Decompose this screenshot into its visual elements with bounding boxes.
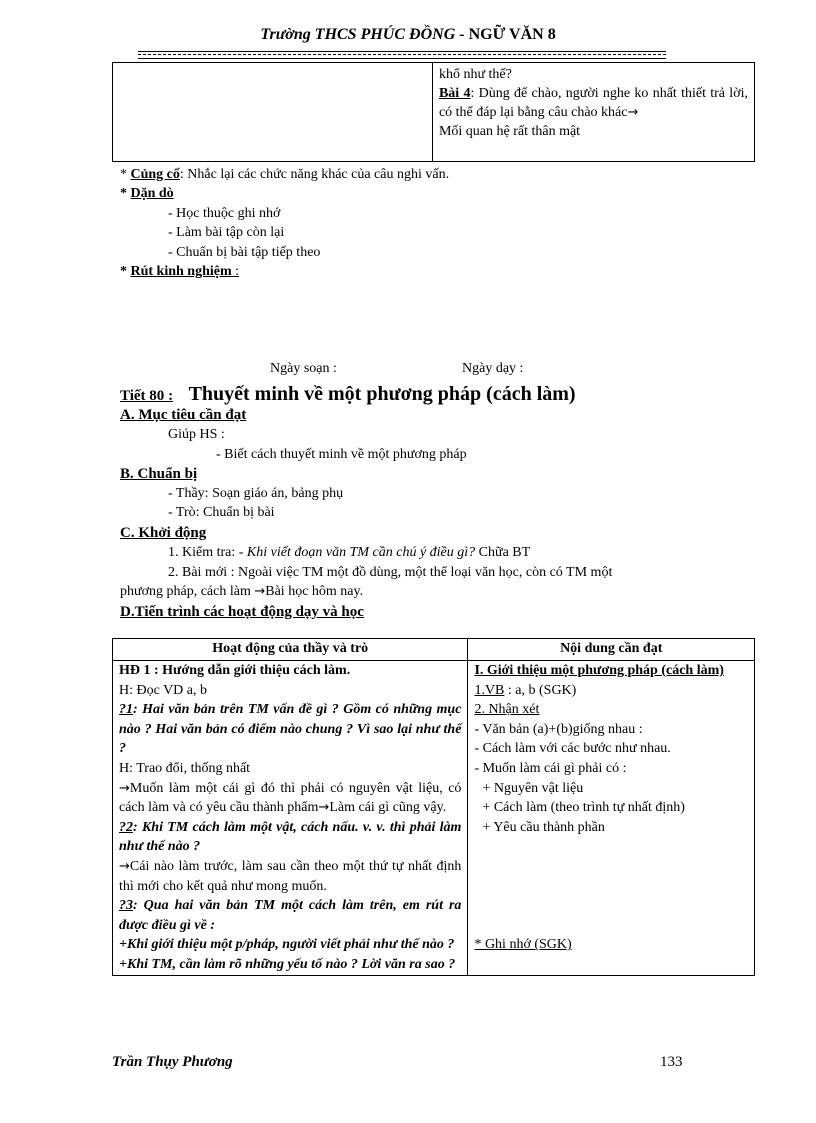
bullet-star: * [120, 186, 131, 201]
section-b-heading: B. Chuẩn bị [120, 466, 198, 482]
section-d-heading: D.Tiến trình các hoạt động dạy và học [120, 604, 364, 620]
content-subitem: + Yêu cầu thành phần [482, 819, 605, 835]
answer-2 [119, 857, 461, 896]
c2-pre: phương pháp, cách làm [120, 584, 255, 599]
ngay-day: Ngày dạy : [462, 361, 524, 376]
answer-1 [119, 779, 461, 818]
bai4-label: Bài 4 [438, 86, 471, 101]
bullet-star: * [120, 264, 131, 279]
q3-text: : Qua hai văn bản TM một cách làm trên, em rút ra được điều gì về : [119, 898, 462, 933]
a1-text-1: Muốn làm một cái gì đó thì phải có nguyên vật liệu, có cách làm và có yêu cầu thành phẩm [119, 780, 462, 816]
section-a-heading: A. Mục tiêu cần đạt [120, 407, 247, 423]
section-a-item: - Biết cách thuyết minh về một phương pháp [216, 447, 467, 462]
h-doc: H: Đọc VD a, b [119, 682, 208, 698]
dan-do-item-2: - Làm bài tập còn lại [168, 225, 285, 240]
bai4-text: : Dùng để chào, người nghe ko nhất thiết trả lời, có thể đáp lại bằng câu chào khác [438, 86, 748, 120]
continued-table-left-cell [113, 63, 433, 162]
dan-do-item-3: - Chuẩn bị bài tập tiếp theo [168, 245, 321, 260]
h-trao-doi: H: Trao đổi, thống nhất [119, 760, 251, 776]
content-item: - Cách làm với các bước như nhau. [474, 741, 671, 757]
header-subject: NGỮ VĂN 8 [468, 26, 556, 43]
header-rule [138, 51, 666, 59]
column-header-activities: Hoạt động của thầy và trò [113, 639, 468, 661]
arrow-icon: → [119, 780, 130, 796]
activity-table [112, 638, 755, 976]
a2-text: Cái nào làm trước, làm sau cần theo một thứ tự nhất định thì mới cho kết quả như mong muốn. [119, 858, 462, 894]
q2-text: : Khi TM cách làm một vật, cách nấu. v. v. thì phải làm như thế nào ? [119, 819, 462, 855]
cung-co-line [120, 165, 449, 185]
c1-pre: 1. Kiểm tra: [168, 545, 239, 560]
content-subitem: + Cách làm (theo trình tự nhất định) [482, 800, 685, 816]
page-number: 133 [660, 1054, 683, 1070]
dan-do-label: Dặn dò [130, 186, 174, 201]
content-spacer [474, 837, 748, 935]
vb-line [474, 681, 748, 701]
arrow-icon: → [119, 858, 130, 874]
cont-line-3: Mối quan hệ rất thân mật [438, 124, 581, 139]
arrow-icon: → [254, 584, 266, 599]
q3-label: ?3 [119, 898, 133, 914]
section-c-item-2-cont [120, 582, 363, 602]
c2-post: Bài học hôm nay. [265, 584, 364, 599]
question-3b: +Khi TM, cần làm rõ những yếu tố nào ? Lời văn ra sao ? [119, 956, 456, 972]
continued-table [112, 62, 755, 162]
section-c-item-1 [168, 543, 530, 563]
tiet-colon: : [164, 388, 174, 404]
content-item: - Văn bản (a)+(b)giống nhau : [474, 721, 643, 737]
rut-kinh-nghiem-label: Rút kinh nghiệm [130, 264, 232, 279]
header-school: Trường THCS PHÚC ĐỒNG - [260, 26, 469, 43]
arrow-icon: → [318, 800, 330, 816]
question-3a: +Khi giới thiệu một p/pháp, người viết phải như thế nào ? [119, 937, 455, 953]
cung-co-label: Củng cố [130, 167, 180, 182]
cung-co-text: : Nhắc lại các chức năng khác của câu nghi vấn. [179, 167, 450, 182]
dan-do-line [120, 184, 174, 204]
q2-label: ?2 [119, 819, 133, 835]
nhan-xet-label: 2. Nhận xét [474, 702, 540, 718]
dan-do-item-1: - Học thuộc ghi nhớ [168, 206, 281, 221]
rut-kinh-nghiem-line [120, 262, 239, 282]
content-item: - Muốn làm cái gì phải có : [474, 760, 627, 776]
a1-text-2: Làm cái gì cũng vậy. [329, 800, 447, 816]
content-cell [468, 661, 755, 976]
activities-cell [113, 661, 468, 976]
c1-post: Chữa BT [475, 545, 531, 560]
rut-colon: : [231, 264, 240, 279]
question-3 [119, 896, 461, 935]
tiet-label: Tiết 80 [120, 388, 165, 404]
content-section-1: I. Giới thiệu một phương pháp (cách làm) [474, 663, 724, 678]
question-1 [119, 700, 461, 759]
footer-author: Trần Thụy Phương [112, 1054, 233, 1070]
vb-label: 1.VB [474, 682, 505, 698]
section-c-item-2: 2. Bài mới : Ngoài việc TM một đồ dùng, một thể loại văn học, còn có TM một [168, 565, 613, 580]
question-2 [119, 818, 461, 857]
ghi-nho: * Ghi nhớ (SGK) [474, 937, 572, 953]
lesson-title: Thuyết minh về một phương pháp (cách làm) [188, 383, 576, 405]
ngay-soan: Ngày soạn : [270, 361, 337, 376]
arrow-icon: → [627, 105, 639, 120]
section-b-item-2: - Trò: Chuẩn bị bài [168, 505, 275, 520]
column-header-content: Nội dung cần đạt [468, 639, 755, 661]
q1-text: : Hai văn bản trên TM vấn đề gì ? Gồm có những mục nào ? Hai văn bản có điểm nào chung ? Vì sao lại như thế ? [119, 702, 462, 757]
hd1-heading: HĐ 1 : Hướng dẫn giới thiệu cách làm. [119, 663, 351, 678]
section-c-heading: C. Khởi động [120, 525, 207, 541]
c1-question: - Khi viết đoạn văn TM cần chú ý điều gì? [238, 545, 476, 560]
section-b-item-1: - Thầy: Soạn giáo án, bảng phụ [168, 486, 344, 501]
bullet-star: * [120, 167, 131, 182]
vb-text: : a, b (SGK) [504, 682, 577, 698]
page-header [0, 26, 816, 44]
q1-label: ?1 [119, 702, 133, 718]
header-rule-inner [138, 54, 666, 55]
section-a-giup: Giúp HS : [168, 427, 225, 442]
cont-line-1: khổ như thế? [438, 67, 512, 82]
continued-table-right-cell [432, 63, 754, 162]
content-subitem: + Nguyên vật liệu [482, 780, 584, 796]
